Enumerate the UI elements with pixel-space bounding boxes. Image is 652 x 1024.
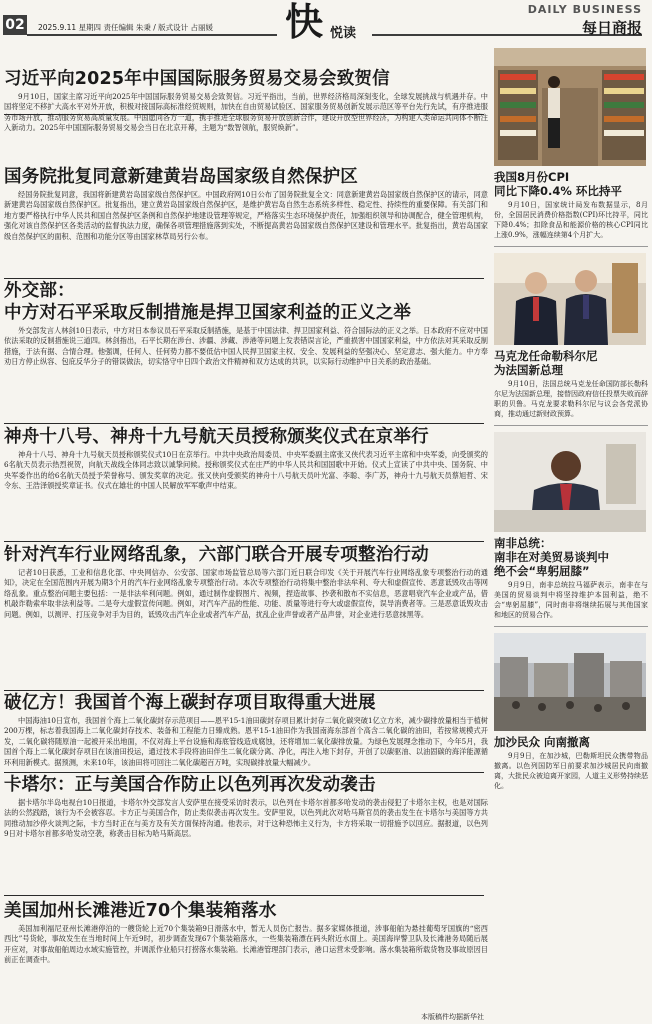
- article-headline: 卡塔尔：正与美国合作防止以色列再次发动袭击: [4, 775, 376, 795]
- sidebar-headline: 加沙民众 向南撤离: [494, 735, 591, 749]
- article-headline: 美国加州长滩港近70个集装箱落水: [4, 901, 277, 921]
- sidebar-body: 9月10日，法国总统马克龙任命国防部长勒科尔尼为法国新总理，接替因政府信任投票失败而辞职的贝鲁。马克龙要求勒科尔尼与议会各党派协商，推动通过新财政预算。: [494, 380, 648, 418]
- article-body: 记者10日获悉，工业和信息化部、中央网信办、公安部、国家市场监管总局等六部门近日联合印发《关于开展汽车行业网络乱象专项整治行动的通知》，决定在全国范围内开展为期3个月的汽车行业网络乱象专项整治行动。本次专项整治行动将集中整治非法牟利、夸大和虚假宣传、恶意诋毁攻击等网络乱象。重点整治问题主要包括：一是非法牟利问题。例如，通过制作虚假图片、视频，捏造故事、抄袭和散布不实信息，恶意唱衰汽车企业或产品，借机敲诈勒索牟取非法利益等。二是夸大虚假宣传问题。例如，对汽车产品的性能、功能、质量等进行夸大或虚假宣传，误导消费者等。三是恶意诋毁攻击问题。例如，以测评、打压竞争对手为目的，诋毁攻击汽车企业或者汽车产品，扰乱企业声誉或者产品声誉，对企业进行恶意抹黑等。: [4, 568, 488, 619]
- sidebar-item: [494, 48, 648, 240]
- article-headline: 针对汽车行业网络乱象，六部门联合开展专项整治行动: [4, 545, 429, 565]
- sidebar-headline: 我国8月份CPI 同比下降0.4% 环比持平: [494, 170, 622, 198]
- issue-line: 2025.9.11 星期四 责任编辑 朱秉 / 版式设计 占丽媛: [38, 23, 214, 32]
- divider: [4, 423, 484, 424]
- article-headline: 习近平向2025年中国国际服务贸易交易会致贺信: [4, 69, 390, 89]
- article-headline: 国务院批复同意新建黄岩岛国家级自然保护区: [4, 167, 358, 187]
- article-headline: 神舟十八号、神舟十九号航天员授称颁奖仪式在京举行: [4, 427, 429, 447]
- section-name: 悦读: [330, 26, 357, 41]
- president-photo-icon: [494, 432, 646, 532]
- article-body: 9月10日，国家主席习近平向2025年中国国际服务贸易交易会致贺信。习近平指出，当前，世界经济格局深刻变化，全球发展挑战与机遇并存。中国将坚定不移扩大高水平对外开放，积极对接国际高标准经贸规则，加快在自由贸易试验区、国家服务贸易创新发展示范区等平台先行先试，有序推进服务市场开放，推动服务贸易高质量发展。中国愿同各方一道，携手推进全球服务贸易开放创新合作，建设开放型世界经济，为构建人类命运共同体不断注入新动力。2025年中国国际服务贸易交易会当日在北京开幕，主题为“数智领航，服贸焕新”。: [4, 92, 488, 133]
- sidebar-item: [494, 253, 648, 419]
- article: [4, 426, 488, 548]
- article-body: 经国务院批复同意，我国将新建黄岩岛国家级自然保护区。中国政府网10日公布了国务院批复全文：同意新建黄岩岛国家级自然保护区的请示，同意新建黄岩岛国家级自然保护区。批复指出，建立黄岩岛国家级自然保护区，是维护黄岩岛自然生态系统多样性、稳定性、持续性的重要保障。有关部门和地方要严格执行中华人民共和国自然保护区条例和自然保护地建设管理等规定，严格落实生态环境保护责任，加强组织领导和协调配合，健全管理机构，强化对该自然保护区各类活动的监督执法力度，确保各项管理措施落到实处，不断提高黄岩岛国家级自然保护区建设和管理水平。批复指出，黄岩岛国家级自然保护区的面积、范围和功能分区等由国家林草局另行公布。: [4, 190, 488, 241]
- article: [4, 544, 488, 692]
- article: [4, 900, 488, 1020]
- sidebar-divider: [494, 246, 648, 247]
- divider: [4, 772, 484, 773]
- article-body: 美国加利福尼亚州长滩港停泊的一艘货轮上近70个集装箱9日滑落水中，暂无人员伤亡报告。据多家媒体报道，涉事船舶为悬挂葡萄牙国旗的“密西西比”号货轮，事故发生在当地时间上午近9时，初步调查发现67个集装箱落水，一些集装箱漂在码头附近水面上。美国海岸警卫队及长滩港务局随后展开应对，对事故船舶周边水域实施管控，并调派作业船只打捞落水集装箱。长滩港管理部门表示，港口运营未受影响。落水集装箱所载货物及事故原因目前正在调查中。: [4, 924, 488, 965]
- sidebar-item: [494, 432, 648, 620]
- masthead-rule-left: [27, 34, 277, 36]
- article-headline: 外交部： 中方对石平采取反制措施是捍卫国家利益的正义之举: [4, 281, 412, 323]
- article-body: 神舟十八号、神舟十九号航天员授称颁奖仪式10日在京举行。中共中央政治局委员、中央军委副主席张又侠代表习近平主席和中央军委，向受颁奖的6名航天员表示热烈祝贺，向航天战线全体同志致以诚挚问候。授称颁奖仪式在庄严的中华人民共和国国歌中开始。仪式上宣读了中共中央、国务院、中央军委作出的给6名航天员授予荣誉称号、颁发奖章的决定。张又侠向受颁奖的神舟十八号航天员叶光富、李聪、李广苏，神舟十九号航天员蔡旭哲、宋令东、王浩泽颁授奖章证书。仪式在雄壮的中国人民解放军军歌声中结束。: [4, 450, 488, 491]
- leaders-photo-icon: [494, 253, 646, 345]
- article-headline: 破亿方！我国首个海上碳封存项目取得重大进展: [4, 693, 376, 713]
- page-number: 02: [3, 15, 27, 35]
- article-body: 据卡塔尔半岛电视台10日报道，卡塔尔外交部发言人安萨里在接受采访时表示，以色列在卡塔尔首都多哈发动的袭击侵犯了卡塔尔主权，也是对国际法的公然践踏，该行为不会被容忍。卡方正与美国合作，防止类似袭击再次发生。安萨里说，以色列此次对哈马斯官员的袭击发生在卡塔尔与美国等方共同推动加沙停火谈判之际，卡方当时正在与美方及有关方面保持沟通。他表示，对于这种恐怖主义行为，卡方将采取一切措施予以回应。据报道，以色列9日对卡塔尔首都多哈发动空袭，称袭击目标为哈马斯高层。: [4, 798, 488, 839]
- brand-chinese: 每日商报: [581, 19, 642, 37]
- section-character: 快: [285, 0, 324, 44]
- divider: [4, 690, 484, 691]
- divider: [4, 114, 484, 115]
- sidebar: [494, 48, 648, 791]
- divider: [4, 541, 484, 542]
- brand-english: DAILY BUSINESS: [527, 3, 642, 16]
- article: [4, 774, 488, 892]
- city-photo-icon: [494, 633, 646, 731]
- sidebar-headline: 南非总统： 南非在对美贸易谈判中 绝不会“卑躬屈膝”: [494, 536, 609, 578]
- sidebar-divider: [494, 425, 648, 426]
- divider: [4, 895, 484, 896]
- page-credit: 本版稿件均据新华社: [421, 1013, 484, 1021]
- article-body: 中国海油10日宣布，我国首个海上二氧化碳封存示范项目——恩平15-1油田碳封存项目累计封存二氧化碳突破1亿立方米，减少碳排放量相当于植树200万棵，标志着我国海上二氧化碳封存技术、装备和工程能力日臻成熟。恩平15-1油田作为我国南海东部首个高含二氧化碳的油田，若按常规模式开发，二氧化碳将随原油一起被开采出地面，不仅对海上平台设施和海底管线造成腐蚀，还将增加二氧化碳排放量。为绿色发展理念推动下，今年5月，我国首个海上二氧化碳封存项目在该油田投运，通过技术手段将油田伴生二氧化碳分离、净化，再注入地下封存，开创了以碳驱油、以油固碳的海洋能源循环利用新模式。据预测，未来10年，该油田将可回注二氧化碳超百万吨，实现碳排放量大幅减少。: [4, 716, 488, 767]
- article-body: 外交部发言人林剑10日表示，中方对日本参议员石平采取反制措施，是基于中国法律、捍卫国家利益、符合国际法的正义之举。日本政府不应对中国依法采取的反制措施说三道四。林剑指出，石平长期在涉台、涉疆、涉藏、涉港等问题上发表错误言论，严重损害中国国家利益，中方依法对其采取反制措施，于法有据、合情合理。他强调，任何人、任何势力都不要低估中国人民捍卫国家主权、安全、发展利益的坚强决心、坚定意志、强大能力。中方奉劝日方停止纵容、包庇反华分子的错误做法，切实恪守中日四个政治文件精神和双方达成的共识，以实际行动维护中日关系的政治基础。: [4, 326, 488, 367]
- sidebar-body: 9月9日，在加沙城，巴勒斯坦民众携带物品撤离。以色列国防军日前要求加沙城居民向南撤离，大批民众被迫离开家园，人道主义形势持续恶化。: [494, 752, 648, 790]
- supermarket-photo-icon: [494, 48, 646, 166]
- sidebar-headline: 马克龙任命勒科尔尼 为法国新总理: [494, 349, 598, 377]
- sidebar-divider: [494, 626, 648, 627]
- sidebar-body: 9月9日，南非总统拉马福萨表示，南非在与美国的贸易谈判中将坚持维护本国利益，绝不会“卑躬屈膝”，同时南非将继续拓展与其他国家和地区的贸易合作。: [494, 581, 648, 619]
- masthead: [0, 0, 652, 44]
- divider: [4, 278, 484, 279]
- sidebar-item: [494, 633, 648, 791]
- sidebar-body: 9月10日，国家统计局发布数据显示，8月份，全国居民消费价格指数(CPI)环比持平，同比下降0.4%；扣除食品和能源价格的核心CPI同比上涨0.9%，涨幅连续第4个月扩大。: [494, 201, 648, 239]
